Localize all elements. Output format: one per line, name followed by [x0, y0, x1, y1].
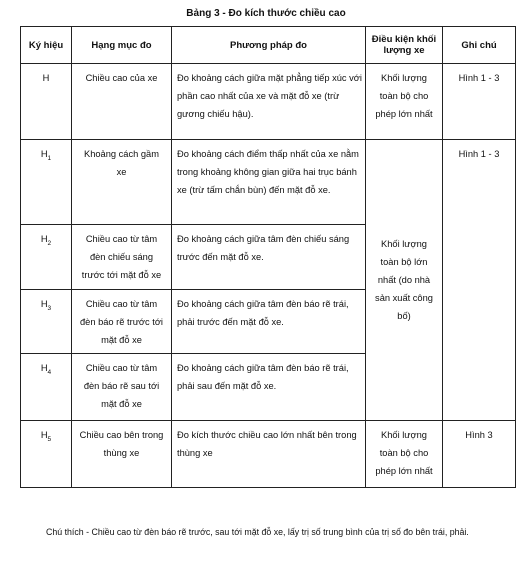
header-note: Ghi chú — [443, 27, 516, 64]
note-cell: Hình 1 - 3 — [443, 140, 516, 421]
measurement-table — [20, 26, 516, 488]
header-symbol: Ký hiệu — [21, 27, 72, 64]
method-cell: Đo khoảng cách giữa tâm đèn báo rẽ trái, phải trước đến mặt đỗ xe. — [172, 290, 366, 354]
item-cell: Chiều cao từ tâm đèn báo rẽ sau tới mặt đỗ xe — [72, 354, 172, 421]
method-cell: Đo kích thước chiều cao lớn nhất bên trong thùng xe — [172, 421, 366, 488]
note-cell: Hình 1 - 3 — [443, 64, 516, 140]
condition-cell: Khối lượng toàn bộ cho phép lớn nhất — [366, 64, 443, 140]
symbol-cell: $H_5$ — [21, 421, 72, 488]
header-item: Hạng mục đo — [72, 27, 172, 64]
table-row — [21, 421, 516, 488]
footnote: Chú thích - Chiều cao từ đèn báo rẽ trước, sau tới mặt đỗ xe, lấy trị số trung bình của trị số đo bên trái, phải. — [46, 527, 469, 537]
item-cell: Chiều cao của xe — [72, 64, 172, 140]
item-cell: Chiều cao từ tâm đèn chiếu sáng trước tới mặt đỗ xe — [72, 225, 172, 290]
table-row — [21, 140, 516, 225]
method-cell: Đo khoảng cách điểm thấp nhất của xe nằm trong khoảng không gian giữa hai trục bánh xe (trừ tấm chắn bùn) đến mặt đỗ xe. — [172, 140, 366, 225]
table-title: Bảng 3 - Đo kích thước chiều cao — [186, 8, 346, 19]
condition-cell: Khối lượng toàn bộ cho phép lớn nhất — [366, 421, 443, 488]
symbol-cell: $H_3$ — [21, 290, 72, 354]
item-cell: Chiều cao bên trong thùng xe — [72, 421, 172, 488]
item-cell: Khoảng cách gầm xe — [72, 140, 172, 225]
header-row — [21, 27, 516, 64]
method-cell: Đo khoảng cách giữa mặt phẳng tiếp xúc với phần cao nhất của xe và mặt đỗ xe (trừ gương chiếu hậu). — [172, 64, 366, 140]
table-row — [21, 64, 516, 140]
note-cell: Hình 3 — [443, 421, 516, 488]
method-cell: Đo khoảng cách giữa tâm đèn báo rẽ trái, phải sau đến mặt đỗ xe. — [172, 354, 366, 421]
merged-condition-cell: Khối lượng toàn bộ lớn nhất (do nhà sản xuất công bố) — [366, 140, 443, 421]
symbol-cell: $H_1$ — [21, 140, 72, 225]
header-condition: Điều kiện khối lượng xe — [366, 27, 443, 64]
header-method: Phương pháp đo — [172, 27, 366, 64]
symbol-cell: H — [21, 64, 72, 140]
symbol-cell: $H_4$ — [21, 354, 72, 421]
item-cell: Chiều cao từ tâm đèn báo rẽ trước tới mặt đỗ xe — [72, 290, 172, 354]
method-cell: Đo khoảng cách giữa tâm đèn chiếu sáng trước đến mặt đỗ xe. — [172, 225, 366, 290]
symbol-cell: $H_2$ — [21, 225, 72, 290]
